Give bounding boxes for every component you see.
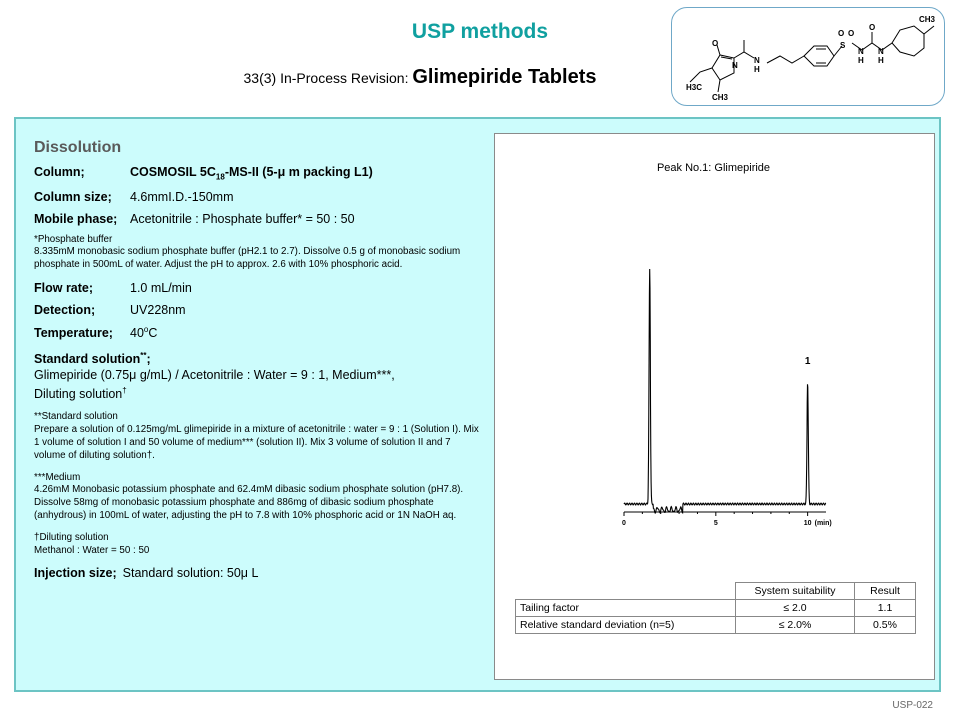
standard-solution-label	[34, 352, 151, 366]
atom-label-o1: O	[712, 39, 719, 48]
chemical-structure	[671, 7, 945, 106]
atom-label-o3: O	[848, 29, 855, 38]
table-cell-result: 0.5%	[855, 617, 916, 634]
atom-label-h3c: H3C	[686, 83, 703, 92]
standard-solution-note	[34, 411, 484, 462]
mobile-phase-row	[34, 212, 484, 226]
column-size-row	[34, 190, 484, 204]
standard-note-title: **Standard solution	[34, 411, 118, 423]
method-details	[34, 139, 484, 588]
column-label: Column;	[34, 165, 85, 179]
atom-label-h1: H	[754, 65, 760, 74]
column-size-label: Column size;	[34, 189, 112, 204]
table-header-row	[516, 583, 916, 600]
chromatogram-panel	[494, 133, 935, 680]
page-title: USP methods	[411, 20, 549, 43]
column-value-sub: 18	[215, 172, 225, 182]
detection-row	[34, 303, 484, 317]
temperature-degree: o	[143, 324, 149, 334]
method-panel	[14, 117, 941, 692]
mobile-phase-value: Acetonitrile : Phosphate buffer* = 50 : 50	[130, 211, 355, 226]
column-value-a: COSMOSIL 5C	[130, 165, 216, 179]
injection-size-row	[34, 566, 484, 580]
temperature-number: 40	[130, 326, 144, 341]
phosphate-note-title: *Phosphate buffer	[34, 233, 113, 245]
x-axis-unit: (min)	[814, 520, 832, 527]
chromatogram	[495, 134, 932, 574]
glimepiride-structure-drawing	[672, 8, 944, 105]
table-cell-result: 1.1	[855, 600, 916, 617]
page-subtitle	[150, 66, 690, 89]
medium-note-title: ***Medium	[34, 471, 81, 483]
table-header-suitability: System suitability	[736, 583, 855, 600]
table-cell-criterion: ≤ 2.0%	[736, 617, 855, 634]
atom-label-h3: H	[878, 56, 884, 65]
medium-note-text: 4.26mM Monobasic potassium phosphate and 62.4mM dibasic sodium phosphate solution (pH7.8). Dissolve 58mg of monobasic potassium phosphate and 886mg of dibasic sodium phosphate (anhydrous) in 100mL of water, adjusting the pH to 7.8 with 10% phosphoric acid or 1N NaOH aq.	[34, 484, 464, 521]
temperature-label: Temperature;	[34, 326, 113, 341]
x-tick-label: 0	[622, 520, 626, 527]
atom-label-n1: N	[754, 56, 760, 65]
atom-label-n2: N	[858, 47, 864, 56]
temperature-value	[130, 326, 157, 340]
temperature-unit: C	[148, 326, 158, 341]
injection-size-value: Standard solution: 50μ L	[122, 566, 259, 581]
x-tick-label: 10	[803, 520, 812, 527]
table-row	[516, 617, 916, 634]
temperature-row	[34, 325, 484, 340]
atom-label-ch3-top: CH3	[919, 15, 936, 24]
standard-note-text: Prepare a solution of 0.125mg/mL glimepiride in a mixture of acetonitrile : water = 9 : 1 (Solution I). Mix 1 volume of solution I and 50 volume of medium*** (solution II). Mix 3 volume of solution II and 7 volume of diluting solution†.	[34, 424, 479, 461]
x-tick-label: 5	[713, 520, 718, 527]
medium-note	[34, 472, 484, 523]
mobile-phase-label: Mobile phase;	[34, 211, 118, 226]
table-cell-parameter: Relative standard deviation (n=5)	[516, 617, 736, 634]
standard-label-end: ;	[146, 352, 151, 367]
atom-label-s: S	[840, 41, 846, 50]
column-size-value: 4.6mmI.D.-150mm	[130, 189, 234, 204]
table-header-result: Result	[855, 583, 916, 600]
phosphate-note-text: 8.335mM monobasic sodium phosphate buffer (pH2.1 to 2.7). Dissolve 0.5 g of monobasic sodium phosphate in 500mL of water. Adjust the pH to approx. 2.6 with 10% phosphoric acid.	[34, 246, 461, 271]
system-suitability-table	[515, 582, 916, 634]
diluting-note-text: Methanol : Water = 50 : 50	[34, 544, 150, 556]
standard-solution-row	[34, 348, 484, 402]
injection-size-label: Injection size;	[34, 566, 117, 581]
standard-value-b: Diluting solution	[34, 387, 123, 402]
column-value	[130, 165, 373, 182]
standard-label-text: Standard solution	[34, 352, 141, 367]
diluting-solution-note	[34, 532, 484, 558]
phosphate-buffer-note	[34, 234, 484, 272]
subtitle-prefix: 33(3) In-Process Revision:	[243, 70, 413, 86]
table-row	[516, 600, 916, 617]
atom-label-ch3-bottom: CH3	[712, 93, 729, 102]
column-row	[34, 165, 484, 182]
diluting-note-title: †Diluting solution	[34, 531, 109, 543]
chart-title: Peak No.1: Glimepiride	[656, 162, 771, 174]
flow-rate-value: 1.0 mL/min	[130, 280, 192, 295]
atom-label-o2: O	[838, 29, 845, 38]
table-cell-parameter: Tailing factor	[516, 600, 736, 617]
atom-label-n-ring: N	[732, 61, 738, 70]
standard-value-b-sup: †	[122, 386, 127, 396]
atom-label-o4: O	[869, 23, 876, 32]
chromatogram-trace	[624, 269, 826, 513]
atom-label-h2: H	[858, 56, 864, 65]
detection-label: Detection;	[34, 302, 96, 317]
atom-label-n3: N	[878, 47, 884, 56]
detection-value: UV228nm	[130, 302, 186, 317]
standard-label-sup: **	[140, 351, 147, 361]
table-cell-criterion: ≤ 2.0	[736, 600, 855, 617]
product-name: Glimepiride Tablets	[412, 66, 597, 88]
slide-code: USP-022	[892, 700, 933, 711]
peak-label-1: 1	[804, 355, 811, 367]
flow-rate-label: Flow rate;	[34, 280, 94, 295]
section-title: Dissolution	[34, 139, 122, 156]
flow-rate-row	[34, 281, 484, 295]
table-header-empty	[516, 583, 736, 600]
standard-value-a: Glimepiride (0.75μ g/mL) / Acetonitrile : Water = 9 : 1, Medium***,	[34, 368, 395, 383]
column-value-b: -MS-II (5-μ m packing L1)	[224, 165, 373, 179]
